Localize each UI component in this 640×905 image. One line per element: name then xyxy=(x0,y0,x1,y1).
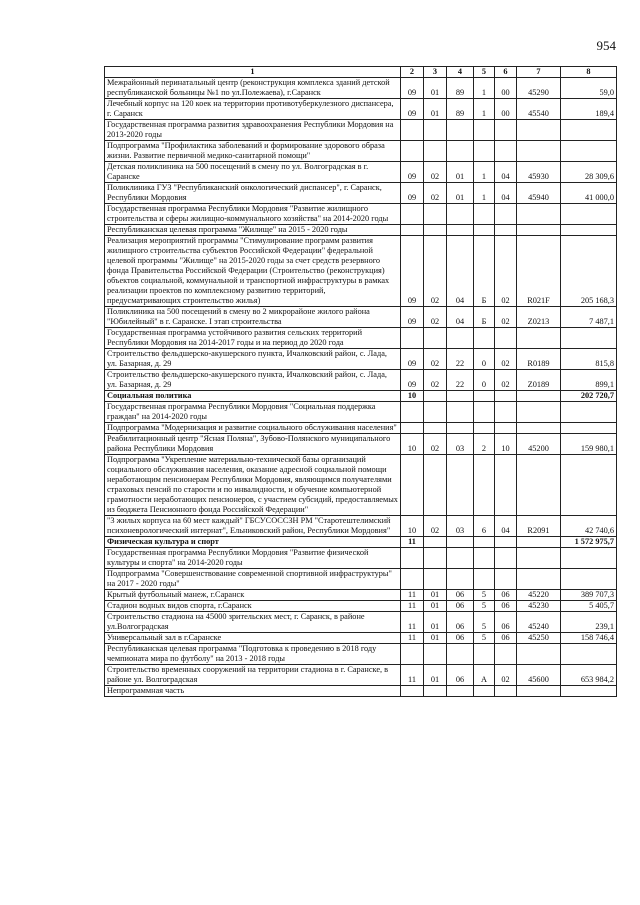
row-code-cell xyxy=(495,537,517,548)
row-code-cell: 06 xyxy=(447,601,474,612)
row-code-cell: 02 xyxy=(495,307,517,328)
table-row xyxy=(105,644,617,665)
row-code-cell xyxy=(517,328,561,349)
row-name-cell: Детская поликлиника на 500 посещений в смену по ул. Волгоградская в г. Саранске xyxy=(105,162,401,183)
row-code-cell xyxy=(447,537,474,548)
row-code-cell xyxy=(517,423,561,434)
row-amount-cell xyxy=(561,644,617,665)
row-code-cell: 10 xyxy=(495,434,517,455)
row-code-cell xyxy=(447,455,474,516)
table-row xyxy=(105,434,617,455)
row-code-cell: 09 xyxy=(401,183,424,204)
row-name-cell: Универсальный зал в г.Саранске xyxy=(105,633,401,644)
row-amount-cell: 158 746,4 xyxy=(561,633,617,644)
table-row xyxy=(105,516,617,537)
row-code-cell: 45940 xyxy=(517,183,561,204)
row-code-cell: 02 xyxy=(424,434,447,455)
row-code-cell: 09 xyxy=(401,78,424,99)
row-amount-cell: 389 707,3 xyxy=(561,590,617,601)
row-code-cell: 10 xyxy=(401,434,424,455)
row-code-cell: Z0189 xyxy=(517,370,561,391)
table-row xyxy=(105,204,617,225)
row-code-cell xyxy=(495,548,517,569)
row-amount-cell xyxy=(561,402,617,423)
row-code-cell: 01 xyxy=(424,590,447,601)
table-row xyxy=(105,569,617,590)
row-code-cell: 06 xyxy=(495,612,517,633)
row-code-cell: 1 xyxy=(474,162,495,183)
row-code-cell: R2091 xyxy=(517,516,561,537)
row-code-cell: Б xyxy=(474,307,495,328)
row-code-cell xyxy=(517,391,561,402)
row-code-cell: 04 xyxy=(495,183,517,204)
row-code-cell: 02 xyxy=(424,349,447,370)
row-code-cell xyxy=(401,225,424,236)
row-code-cell xyxy=(495,120,517,141)
row-code-cell: 45230 xyxy=(517,601,561,612)
row-amount-cell xyxy=(561,686,617,697)
row-name-cell: Государственная программа развития здравоохранения Республики Мордовия на 2013-2020 годы xyxy=(105,120,401,141)
row-code-cell xyxy=(401,402,424,423)
table-row xyxy=(105,162,617,183)
row-code-cell xyxy=(517,548,561,569)
row-code-cell: 01 xyxy=(447,183,474,204)
table-row xyxy=(105,423,617,434)
row-code-cell: 5 xyxy=(474,590,495,601)
row-name-cell: Подпрограмма "Профилактика заболеваний и формирование здорового образа жизни. Развитие первичной медико-санитарной помощи" xyxy=(105,141,401,162)
row-code-cell: 45240 xyxy=(517,612,561,633)
table-header-row xyxy=(105,67,617,78)
row-code-cell xyxy=(401,120,424,141)
row-name-cell: Непрограммная часть xyxy=(105,686,401,697)
row-code-cell: 04 xyxy=(447,307,474,328)
row-name-cell: Реабилитационный центр "Ясная Поляна", Зубово-Полянского муниципального района Республики Мордовия xyxy=(105,434,401,455)
row-amount-cell: 815,8 xyxy=(561,349,617,370)
row-code-cell: 04 xyxy=(495,516,517,537)
row-code-cell xyxy=(447,141,474,162)
row-name-cell: Стадион водных видов спорта, г.Саранск xyxy=(105,601,401,612)
row-amount-cell: 899,1 xyxy=(561,370,617,391)
row-code-cell xyxy=(495,391,517,402)
table-row xyxy=(105,349,617,370)
row-amount-cell: 28 309,6 xyxy=(561,162,617,183)
row-code-cell: 1 xyxy=(474,78,495,99)
row-code-cell xyxy=(401,644,424,665)
row-code-cell xyxy=(517,686,561,697)
row-code-cell xyxy=(495,141,517,162)
row-name-cell: Подпрограмма "Модернизация и развитие социального обслуживания населения" xyxy=(105,423,401,434)
row-code-cell xyxy=(474,402,495,423)
row-code-cell xyxy=(401,569,424,590)
row-code-cell xyxy=(447,225,474,236)
row-code-cell: 06 xyxy=(495,590,517,601)
row-code-cell: 06 xyxy=(447,590,474,601)
row-code-cell: 5 xyxy=(474,633,495,644)
row-code-cell: 10 xyxy=(401,391,424,402)
row-code-cell xyxy=(495,423,517,434)
table-row xyxy=(105,455,617,516)
row-code-cell: 06 xyxy=(495,601,517,612)
row-amount-cell: 159 980,1 xyxy=(561,434,617,455)
row-code-cell: 1 xyxy=(474,99,495,120)
row-code-cell: R021F xyxy=(517,236,561,307)
column-header: 1 xyxy=(105,67,401,78)
row-code-cell: 45600 xyxy=(517,665,561,686)
row-code-cell xyxy=(424,225,447,236)
row-code-cell xyxy=(447,204,474,225)
row-amount-cell: 42 740,6 xyxy=(561,516,617,537)
row-code-cell xyxy=(474,644,495,665)
row-code-cell: 89 xyxy=(447,99,474,120)
row-code-cell: Б xyxy=(474,236,495,307)
row-amount-cell: 41 000,0 xyxy=(561,183,617,204)
row-code-cell xyxy=(424,548,447,569)
row-code-cell: 03 xyxy=(447,434,474,455)
row-code-cell xyxy=(474,423,495,434)
row-code-cell xyxy=(401,204,424,225)
table-row xyxy=(105,328,617,349)
row-code-cell: 89 xyxy=(447,78,474,99)
budget-table xyxy=(104,66,617,697)
table-row xyxy=(105,307,617,328)
row-code-cell xyxy=(495,569,517,590)
row-code-cell: 02 xyxy=(495,236,517,307)
row-amount-cell xyxy=(561,548,617,569)
row-code-cell: 06 xyxy=(495,633,517,644)
row-code-cell xyxy=(401,686,424,697)
row-code-cell: 00 xyxy=(495,78,517,99)
table-row xyxy=(105,225,617,236)
row-code-cell xyxy=(517,120,561,141)
row-code-cell: 11 xyxy=(401,590,424,601)
row-name-cell: Физическая культура и спорт xyxy=(105,537,401,548)
row-code-cell xyxy=(424,569,447,590)
table-row xyxy=(105,686,617,697)
column-header: 3 xyxy=(424,67,447,78)
table-row xyxy=(105,78,617,99)
column-header: 5 xyxy=(474,67,495,78)
row-code-cell: 02 xyxy=(424,370,447,391)
row-code-cell: 11 xyxy=(401,601,424,612)
row-code-cell: А xyxy=(474,665,495,686)
row-code-cell: 45540 xyxy=(517,99,561,120)
row-code-cell: 03 xyxy=(447,516,474,537)
row-code-cell xyxy=(447,120,474,141)
row-code-cell: Z0213 xyxy=(517,307,561,328)
row-code-cell xyxy=(474,569,495,590)
row-code-cell: 02 xyxy=(424,516,447,537)
table-row xyxy=(105,236,617,307)
row-amount-cell: 189,4 xyxy=(561,99,617,120)
row-code-cell: 02 xyxy=(424,307,447,328)
row-code-cell: 01 xyxy=(424,99,447,120)
table-row xyxy=(105,633,617,644)
column-header: 8 xyxy=(561,67,617,78)
row-code-cell: 01 xyxy=(424,601,447,612)
row-code-cell: 22 xyxy=(447,349,474,370)
row-amount-cell: 202 720,7 xyxy=(561,391,617,402)
table-row xyxy=(105,391,617,402)
row-code-cell xyxy=(424,204,447,225)
row-code-cell: 00 xyxy=(495,99,517,120)
row-name-cell: Подпрограмма "Совершенствование современной спортивной инфраструктуры" на 2017 - 2020 годы" xyxy=(105,569,401,590)
row-name-cell: Государственная программа Республики Мордовия "Развитие жилищного строительства и сферы жилищно-коммунального хозяйства" на 2014-2020 годы xyxy=(105,204,401,225)
table-row xyxy=(105,537,617,548)
row-code-cell: 06 xyxy=(447,665,474,686)
row-name-cell: Республиканская целевая программа "Подготовка к проведению в 2018 году чемпионата мира по футболу" на 2013 - 2018 годы xyxy=(105,644,401,665)
row-code-cell: 01 xyxy=(424,633,447,644)
row-code-cell: 09 xyxy=(401,162,424,183)
row-amount-cell xyxy=(561,120,617,141)
table-row xyxy=(105,141,617,162)
row-code-cell xyxy=(447,328,474,349)
row-name-cell: Государственная программа устойчивого развития сельских территорий Республики Мордовия на 2014-2017 годы и на период до 2020 года xyxy=(105,328,401,349)
row-code-cell xyxy=(401,455,424,516)
row-code-cell: 11 xyxy=(401,537,424,548)
row-code-cell xyxy=(447,391,474,402)
table-row xyxy=(105,590,617,601)
row-code-cell xyxy=(495,402,517,423)
row-name-cell: Реализация мероприятий программы "Стимулирование программ развития жилищного строительства субъектов Российской Федерации" федеральной целевой программы "Жилище" на 2015-2020 годы за счет средств резервного фонда Правительства Российской Федерации (Строительство (реконструкция) объектов социальной, коммунальной и транспортной инфраструктуры в рамках реализации проектов по комплексному развитию территорий, предусматривающих строительство жилья) xyxy=(105,236,401,307)
column-header: 6 xyxy=(495,67,517,78)
row-code-cell xyxy=(495,225,517,236)
row-code-cell: 5 xyxy=(474,612,495,633)
row-amount-cell xyxy=(561,569,617,590)
row-code-cell: 06 xyxy=(447,612,474,633)
row-code-cell xyxy=(447,423,474,434)
row-name-cell: Строительство стадиона на 45000 зрительских мест, г. Саранск, в районе ул.Волгоградская xyxy=(105,612,401,633)
row-code-cell: 01 xyxy=(424,612,447,633)
row-code-cell xyxy=(424,402,447,423)
row-name-cell: Строительство фельдшерско-акушерского пункта, Ичалковский район, с. Лада, ул. Базарная, д. 29 xyxy=(105,370,401,391)
row-code-cell xyxy=(447,686,474,697)
row-code-cell: 45200 xyxy=(517,434,561,455)
row-code-cell: 09 xyxy=(401,307,424,328)
row-amount-cell: 653 984,2 xyxy=(561,665,617,686)
row-code-cell xyxy=(424,141,447,162)
row-code-cell xyxy=(401,548,424,569)
row-amount-cell xyxy=(561,141,617,162)
row-code-cell: 2 xyxy=(474,434,495,455)
row-name-cell: Республиканская целевая программа "Жилище" на 2015 - 2020 годы xyxy=(105,225,401,236)
row-code-cell: 0 xyxy=(474,349,495,370)
table-row xyxy=(105,183,617,204)
row-code-cell xyxy=(495,644,517,665)
row-code-cell xyxy=(474,455,495,516)
row-amount-cell: 5 405,7 xyxy=(561,601,617,612)
table-row xyxy=(105,612,617,633)
row-code-cell: 09 xyxy=(401,370,424,391)
row-code-cell: 0 xyxy=(474,370,495,391)
row-code-cell xyxy=(474,204,495,225)
row-code-cell: 01 xyxy=(424,665,447,686)
row-code-cell: 11 xyxy=(401,665,424,686)
row-name-cell: Социальная политика xyxy=(105,391,401,402)
table-row xyxy=(105,370,617,391)
row-amount-cell xyxy=(561,225,617,236)
row-code-cell xyxy=(474,686,495,697)
row-code-cell: 06 xyxy=(447,633,474,644)
row-code-cell: 09 xyxy=(401,99,424,120)
column-header: 7 xyxy=(517,67,561,78)
row-amount-cell xyxy=(561,423,617,434)
table-row xyxy=(105,548,617,569)
row-code-cell: 02 xyxy=(424,236,447,307)
row-code-cell: R0189 xyxy=(517,349,561,370)
row-code-cell: 01 xyxy=(424,78,447,99)
row-code-cell xyxy=(517,569,561,590)
table-row xyxy=(105,120,617,141)
row-amount-cell xyxy=(561,328,617,349)
row-code-cell xyxy=(474,141,495,162)
row-code-cell xyxy=(517,204,561,225)
row-code-cell xyxy=(495,455,517,516)
row-code-cell xyxy=(424,537,447,548)
row-code-cell xyxy=(447,402,474,423)
row-code-cell xyxy=(401,328,424,349)
row-code-cell xyxy=(447,548,474,569)
row-code-cell: 1 xyxy=(474,183,495,204)
row-name-cell: Поликлиника на 500 посещений в смену во 2 микрорайоне жилого района "Юбилейный" в г. Саранске. I этап строительства xyxy=(105,307,401,328)
row-code-cell xyxy=(424,120,447,141)
row-code-cell: 11 xyxy=(401,633,424,644)
row-code-cell xyxy=(424,391,447,402)
row-code-cell xyxy=(474,391,495,402)
row-code-cell xyxy=(474,328,495,349)
row-code-cell xyxy=(517,141,561,162)
row-code-cell: 02 xyxy=(424,162,447,183)
row-name-cell: Крытый футбольный манеж, г.Саранск xyxy=(105,590,401,601)
row-code-cell xyxy=(424,328,447,349)
row-code-cell xyxy=(517,644,561,665)
row-code-cell: 04 xyxy=(447,236,474,307)
row-code-cell: 02 xyxy=(424,183,447,204)
table-row xyxy=(105,665,617,686)
row-code-cell: 22 xyxy=(447,370,474,391)
row-name-cell: Государственная программа Республики Мордовия "Социальная поддержка граждан" на 2014-2020 годы xyxy=(105,402,401,423)
row-amount-cell: 239,1 xyxy=(561,612,617,633)
row-code-cell xyxy=(474,120,495,141)
row-code-cell xyxy=(447,644,474,665)
row-code-cell: 45290 xyxy=(517,78,561,99)
row-code-cell: 6 xyxy=(474,516,495,537)
row-code-cell xyxy=(517,225,561,236)
row-code-cell xyxy=(517,537,561,548)
row-code-cell xyxy=(424,423,447,434)
row-amount-cell: 205 168,3 xyxy=(561,236,617,307)
row-code-cell xyxy=(474,548,495,569)
row-code-cell: 10 xyxy=(401,516,424,537)
row-code-cell xyxy=(495,328,517,349)
row-code-cell xyxy=(495,686,517,697)
row-name-cell: "3 жилых корпуса на 60 мест каждый" ГБСУСОССЗН РМ "Старотештелимский психоневрологический интернат", Ельниковский район, Республики Мордовия" xyxy=(105,516,401,537)
row-code-cell xyxy=(517,455,561,516)
row-amount-cell: 1 572 975,7 xyxy=(561,537,617,548)
row-code-cell xyxy=(447,569,474,590)
row-code-cell xyxy=(401,141,424,162)
row-name-cell: Строительство фельдшерско-акушерского пункта, Ичалковский район, с. Лада, ул. Базарная, д. 29 xyxy=(105,349,401,370)
row-code-cell: 02 xyxy=(495,349,517,370)
row-name-cell: Строительство временных сооружений на территории стадиона в г. Саранске, в районе ул. Волгоградская xyxy=(105,665,401,686)
table-row xyxy=(105,99,617,120)
row-code-cell: 5 xyxy=(474,601,495,612)
row-code-cell: 11 xyxy=(401,612,424,633)
row-amount-cell: 59,0 xyxy=(561,78,617,99)
row-name-cell: Подпрограмма "Укрепление материально-технической базы организаций социального обслуживания населения, оказание адресной социальной помощи неработающим пенсионерам Республики Мордовия, являющимся получателями страховых пенсий по старости и по инвалидности, и обучение компьютерной грамотности неработающих пенсионеров, с участием субсидий, предоставляемых из бюджета Пенсионного фонда Российской Федерации" xyxy=(105,455,401,516)
row-code-cell xyxy=(424,644,447,665)
row-code-cell: 45220 xyxy=(517,590,561,601)
row-code-cell: 45250 xyxy=(517,633,561,644)
row-amount-cell: 7 487,1 xyxy=(561,307,617,328)
row-code-cell: 02 xyxy=(495,665,517,686)
row-name-cell: Лечебный корпус на 120 коек на территории противотуберкулезного диспансера, г. Саранск xyxy=(105,99,401,120)
row-name-cell: Поликлиника ГУЗ "Республиканский онкологический диспансер", г. Саранск, Республики Мордовия xyxy=(105,183,401,204)
row-amount-cell xyxy=(561,455,617,516)
page-number: 954 xyxy=(596,38,616,53)
table-body xyxy=(105,78,617,697)
row-code-cell xyxy=(517,402,561,423)
row-code-cell xyxy=(401,423,424,434)
row-code-cell: 01 xyxy=(447,162,474,183)
row-code-cell xyxy=(424,455,447,516)
table-row xyxy=(105,402,617,423)
row-name-cell: Государственная программа Республики Мордовия "Развитие физической культуры и спорта" на 2014-2020 годы xyxy=(105,548,401,569)
column-header: 2 xyxy=(401,67,424,78)
row-code-cell xyxy=(474,225,495,236)
row-code-cell: 09 xyxy=(401,349,424,370)
table-row xyxy=(105,601,617,612)
row-name-cell: Межрайонный перинатальный центр (реконструкция комплекса зданий детской республиканской больницы №1 по ул.Полежаева), г.Саранск xyxy=(105,78,401,99)
row-code-cell: 02 xyxy=(495,370,517,391)
row-code-cell: 09 xyxy=(401,236,424,307)
row-code-cell: 45930 xyxy=(517,162,561,183)
row-code-cell xyxy=(474,537,495,548)
row-amount-cell xyxy=(561,204,617,225)
row-code-cell xyxy=(495,204,517,225)
row-code-cell: 04 xyxy=(495,162,517,183)
column-header: 4 xyxy=(447,67,474,78)
row-code-cell xyxy=(424,686,447,697)
